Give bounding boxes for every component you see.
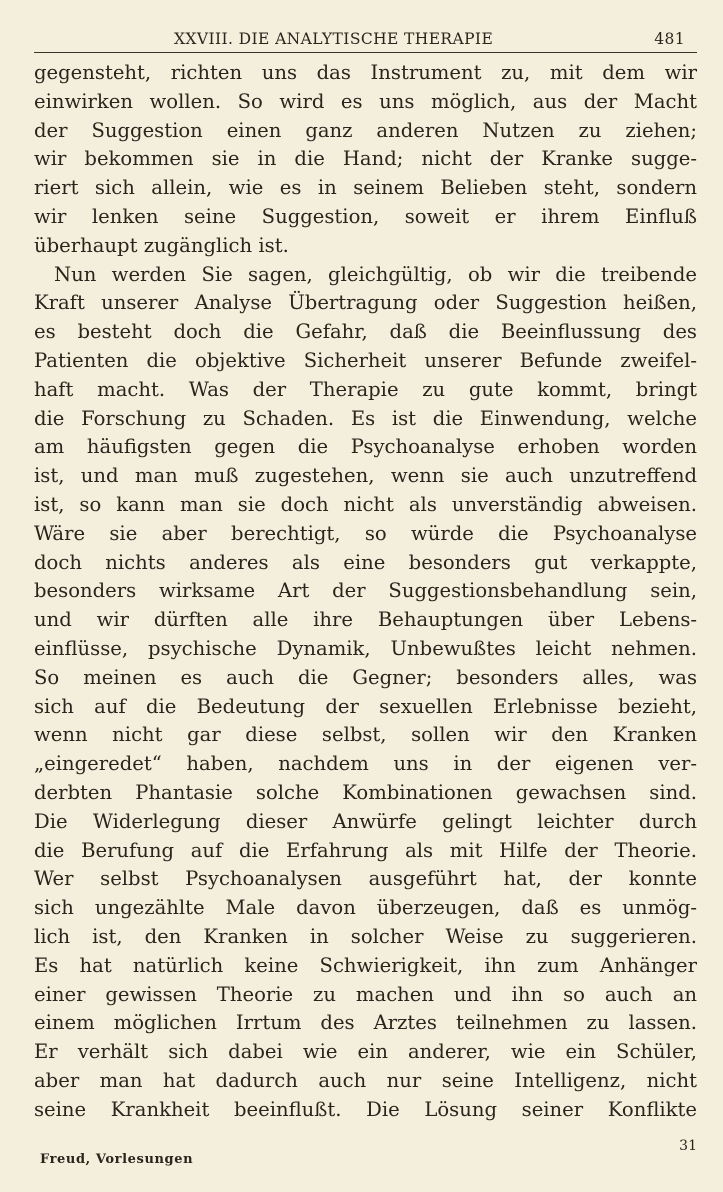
text-line: einflüsse, psychische Dynamik, Unbewußtes leicht nehmen. <box>34 636 697 660</box>
text-line: der Suggestion einen ganz anderen Nutzen zu ziehen; <box>34 118 697 142</box>
page-number: 481 <box>654 30 685 48</box>
text-line: sich ungezählte Male davon überzeugen, daß es unmög- <box>34 896 697 920</box>
signature-number: 31 <box>679 1138 697 1154</box>
text-line: besonders wirksame Art der Suggestionsbehandlung sein, <box>34 579 697 603</box>
text-line: aber man hat dadurch auch nur seine Intelligenz, nicht <box>34 1068 697 1092</box>
body-text <box>34 59 697 1124</box>
text-line: ist, so kann man sie doch nicht als unverständig abweisen. <box>34 492 697 516</box>
text-line: einwirken wollen. So wird es uns möglich, aus der Macht <box>34 89 697 113</box>
text-line: einer gewissen Theorie zu machen und ihn so auch an <box>34 982 697 1006</box>
text-line: Kraft unserer Analyse Übertragung oder Suggestion heißen, <box>34 291 697 315</box>
text-line: die Forschung zu Schaden. Es ist die Einwendung, welche <box>34 406 697 430</box>
text-line: „eingeredet“ haben, nachdem uns in der eigenen ver- <box>34 752 697 776</box>
text-line: wenn nicht gar diese selbst, sollen wir den Kranken <box>34 723 697 747</box>
text-line: es besteht doch die Gefahr, daß die Beeinflussung des <box>34 320 697 344</box>
text-line: am häufigsten gegen die Psychoanalyse erhoben worden <box>34 435 697 459</box>
text-line: Wäre sie aber berechtigt, so würde die Psychoanalyse <box>34 521 697 545</box>
text-line: die Berufung auf die Erfahrung als mit Hilfe der Theorie. <box>34 838 697 862</box>
text-line: gegensteht, richten uns das Instrument zu, mit dem wir <box>34 61 697 84</box>
chapter-title: XXVIII. DIE ANALYTISCHE THERAPIE <box>174 30 494 48</box>
text-line: lich ist, den Kranken in solcher Weise zu suggerieren. <box>34 924 697 948</box>
text-line: wir lenken seine Suggestion, soweit er ihrem Einfluß <box>34 204 697 228</box>
text-line: ist, und man muß zugestehen, wenn sie auch unzutreffend <box>34 464 697 488</box>
running-header <box>34 30 697 53</box>
text-line: riert sich allein, wie es in seinem Belieben steht, sondern <box>34 176 697 200</box>
text-line: einem möglichen Irrtum des Arztes teilnehmen zu lassen. <box>34 1011 697 1035</box>
text-line: haft macht. Was der Therapie zu gute kommt, bringt <box>34 377 697 401</box>
text-line: So meinen es auch die Gegner; besonders alles, was <box>34 665 697 689</box>
paragraph <box>34 261 697 1125</box>
text-line: überhaupt zugänglich ist. <box>34 233 289 257</box>
text-line: sich auf die Bedeutung der sexuellen Erlebnisse bezieht, <box>34 694 697 718</box>
text-line: Es hat natürlich keine Schwierigkeit, ihn zum Anhänger <box>34 953 697 977</box>
text-line: derbten Phantasie solche Kombinationen gewachsen sind. <box>34 780 697 804</box>
book-label: Freud, Vorlesungen <box>40 1152 194 1167</box>
paragraph <box>34 59 697 261</box>
text-line: wir bekommen sie in die Hand; nicht der Kranke sugge- <box>34 147 697 171</box>
text-line: Patienten die objektive Sicherheit unserer Befunde zweifel- <box>34 348 697 372</box>
text-line: doch nichts anderes als eine besonders gut verkappte, <box>34 550 697 574</box>
text-line: Nun werden Sie sagen, gleichgültig, ob wir die treibende <box>54 262 697 286</box>
text-line: Die Widerlegung dieser Anwürfe gelingt leichter durch <box>34 809 697 833</box>
text-line: Wer selbst Psychoanalysen ausgeführt hat, der konnte <box>34 867 697 891</box>
text-line: Er verhält sich dabei wie ein anderer, wie ein Schüler, <box>34 1040 697 1064</box>
text-line: seine Krankheit beeinflußt. Die Lösung seiner Konflikte <box>34 1097 697 1121</box>
text-line: und wir dürften alle ihre Behauptungen über Lebens- <box>34 608 697 632</box>
